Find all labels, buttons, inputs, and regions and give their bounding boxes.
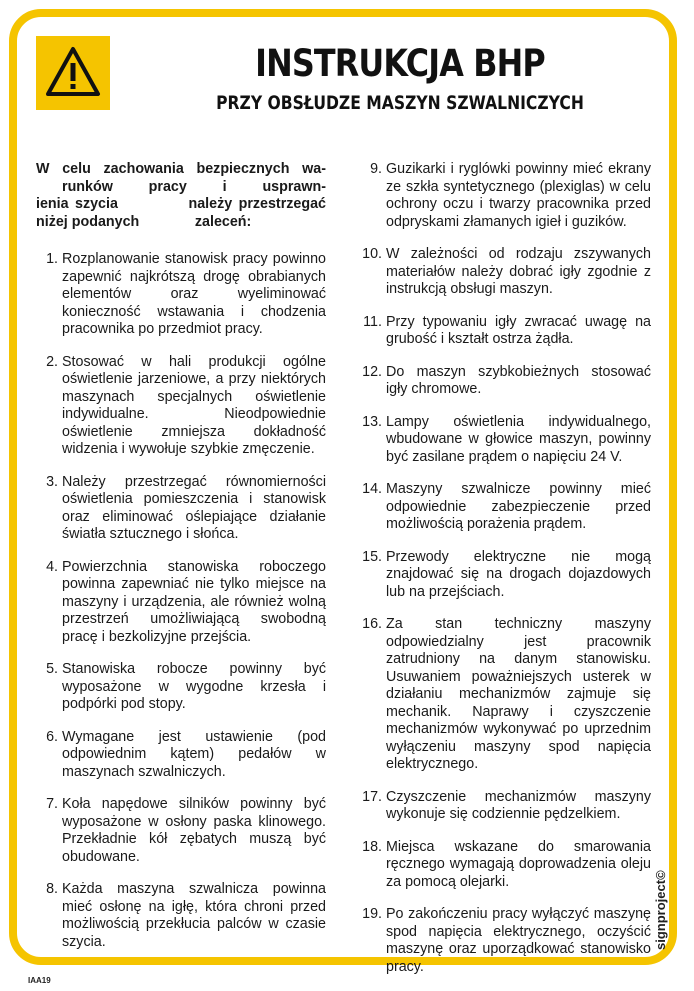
list-item	[358, 314, 651, 349]
item-text: Do maszyn szybkobieżnych stosować igły chromowe.	[386, 363, 651, 397]
instruction-list-right	[358, 161, 651, 976]
list-item	[36, 251, 326, 339]
product-code: IAA19	[28, 976, 51, 985]
item-text: Przewody elektryczne nie mogą znajdować się na drogach dojazdowych lub na przejściach.	[386, 548, 651, 600]
item-number: 17.	[362, 788, 382, 805]
item-number: 12.	[362, 363, 382, 380]
list-item	[358, 789, 651, 824]
item-text: Należy przestrzegać równomierności oświetlenia pomieszczenia i stanowisk oraz eliminować oślepiające działanie światła sztucznego i słońca.	[62, 473, 326, 542]
intro-line: ienia szycia należy przestrzegać	[36, 196, 326, 212]
page-subtitle: PRZY OBSŁUDZE MASZYN SZWALNICZYCH	[216, 92, 584, 114]
item-text: Za stan techniczny maszyny odpowiedzialny jest pracownik zatrudniony na danym stanowisku. Usuwaniem poważniejszych usterek w działaniu mechanizmów zajmuje się mechanik. Naprawy i czyszczenie mechanizmów wykonywać po uprzednim wyłączeniu maszyny spod napięcia elektrycznego.	[386, 616, 651, 772]
list-item	[358, 161, 651, 231]
instruction-list-left	[36, 251, 326, 951]
item-number: 8.	[46, 881, 58, 897]
list-item	[358, 364, 651, 399]
item-number: 1.	[46, 251, 58, 267]
list-item	[36, 661, 326, 714]
item-text: W zależności od rodzaju zszywanych materiałów należy dobrać igły zgodnie z instrukcją obsługi maszyn.	[386, 246, 651, 297]
list-item	[36, 796, 326, 866]
list-item	[36, 559, 326, 647]
list-item	[358, 246, 651, 299]
warning-sign	[36, 36, 110, 110]
intro-paragraph	[36, 161, 326, 231]
list-item	[358, 414, 651, 467]
item-number: 6.	[46, 728, 58, 745]
list-item	[358, 906, 651, 976]
list-item	[36, 354, 326, 459]
list-item	[36, 881, 326, 951]
list-item	[36, 729, 326, 782]
brand-mark: signproject©	[653, 870, 668, 950]
item-number: 2.	[46, 353, 58, 370]
list-item	[358, 839, 651, 892]
item-text: Stanowiska robocze powinny być wyposażone w wygodne krzesła i podpórki pod stopy.	[62, 661, 326, 712]
left-column	[36, 161, 326, 966]
list-item	[36, 474, 326, 544]
item-number: 16.	[362, 616, 382, 632]
item-number: 9.	[370, 161, 382, 177]
item-text: Stosować w hali produkcji ogólne oświetlenie jarzeniowe, a przy niektórych maszynach specjalnych oświetlenie indywidualne. Nieodpowiednie oświetlenie zmniejsza dokładność widzenia i wywołuje szybkie zmęczenie.	[62, 353, 326, 457]
item-number: 19.	[362, 906, 382, 922]
item-number: 10.	[362, 246, 382, 262]
item-number: 5.	[46, 661, 58, 677]
intro-line: niżej podanych zaleceń:	[36, 213, 252, 230]
item-text: Maszyny szwalnicze powinny mieć odpowiednie zabezpieczenie przed możliwością porażenia prądem.	[386, 481, 651, 532]
item-text: Rozplanowanie stanowisk pracy powinno zapewnić najkrótszą drogę obrabianych elementów oraz wyeliminować konieczność wstawania i chodzenia pracownika po przedmiot pracy.	[62, 251, 326, 337]
intro-line: W celu zachowania bezpiecznych wa-	[36, 161, 326, 177]
item-text: Powierzchnia stanowiska roboczego powinna zapewniać nie tylko miejsce na maszyny i urządzenia, ale również wolną przestrzeń umożliwiającą swobodną pracę i bezkolizyjne przejścia.	[62, 558, 326, 645]
page-title: INSTRUKCJA BHP	[255, 42, 545, 85]
intro-line: runków pracy i usprawn-	[62, 178, 326, 195]
item-text: Każda maszyna szwalnicza powinna mieć osłonę na igłę, która chroni przed możliwością przekłucia palców w czasie szycia.	[62, 881, 326, 950]
item-number: 11.	[363, 313, 382, 330]
item-text: Guzikarki i ryglówki powinny mieć ekrany ze szkła syntetycznego (plexiglas) w celu ochrony oczu i twarzy pracownika przed odpryskami złamanych igieł i guzików.	[386, 161, 651, 230]
item-number: 3.	[46, 473, 58, 490]
item-text: Miejsca wskazane do smarowania ręcznego wymagają doprowadzenia oleju za pomocą olejarki.	[386, 838, 651, 890]
item-number: 14.	[362, 481, 382, 497]
list-item	[358, 549, 651, 602]
item-number: 7.	[46, 796, 58, 812]
item-text: Po zakończeniu pracy wyłączyć maszynę spod napięcia elektrycznego, oczyścić maszynę oraz uporządkować stanowisko pracy.	[386, 906, 651, 975]
item-number: 13.	[362, 413, 382, 430]
item-number: 18.	[362, 838, 382, 855]
item-number: 4.	[46, 558, 58, 575]
warning-triangle-icon	[45, 46, 101, 98]
item-text: Lampy oświetlenia indywidualnego, wbudowane w głowice maszyn, powinny być zasilane prądem o napięciu 24 V.	[386, 413, 651, 465]
item-text: Czyszczenie mechanizmów maszyny wykonuje się codziennie pędzelkiem.	[386, 788, 651, 822]
right-column	[358, 161, 651, 991]
item-text: Wymagane jest ustawienie (pod odpowiednim kątem) pedałów w maszynach szwalniczych.	[62, 728, 326, 780]
list-item	[358, 481, 651, 534]
item-number: 15.	[362, 548, 382, 565]
list-item	[358, 616, 651, 774]
item-text: Koła napędowe silników powinny być wyposażone w osłony paska klinowego. Przekładnie kół zębatych muszą być obudowane.	[62, 796, 326, 865]
item-text: Przy typowaniu igły zwracać uwagę na grubość i kształt ostrza żądła.	[386, 313, 651, 347]
